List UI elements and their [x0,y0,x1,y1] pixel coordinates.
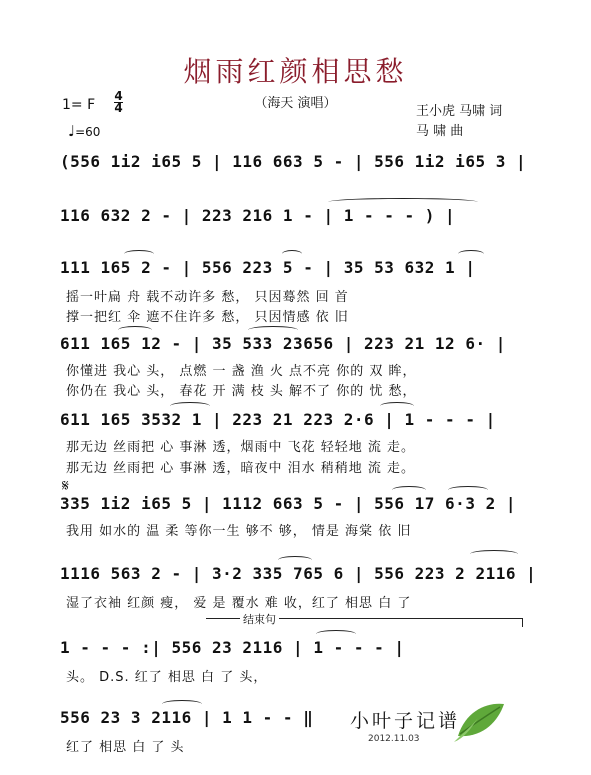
slur-mark [282,250,302,258]
score-system-3: 111 165 2 - | 556 223 5 - | 35 53 632 1 | [60,258,476,277]
time-signature: 4 4 [114,89,123,115]
tempo-marking: ♩=60 [68,122,101,140]
lyric-line: 摇一叶扁 舟 载不动许多 愁， 只因蓦然 回 首 [66,290,349,305]
slur-mark [392,486,426,494]
slur-mark [470,550,518,558]
lyric-line: 湿了衣袖 红颜 瘦， 爱 是 覆水 难 收，红了 相思 白 了 [66,596,412,611]
slur-mark [248,326,298,334]
lyric-line: 那无边 丝雨把 心 事淋 透，暗夜中 泪水 稍稍地 流 走。 [66,461,416,476]
score-system-2: 116 632 2 - | 223 216 1 - | 1 - - - ) | [60,206,456,225]
brand-signature: 小叶子记谱 [350,710,461,732]
lyric-line: 你懂进 我心 头， 点燃 一 盏 渔 火 点不亮 你的 双 眸， [66,364,417,379]
score-system-6: 335 1i2 i65 5 | 1112 663 5 - | 556 17 6·3 2 | [60,494,516,513]
green-leaf-icon [452,696,508,748]
slur-mark [448,486,488,494]
score-system-1: (556 1i2 i65 5 | 116 663 5 - | 556 1i2 i65 3 | [60,152,527,171]
slur-mark [278,556,312,564]
lyric-line: 你仍在 我心 头， 春花 开 满 枝 头 解不了 你的 忧 愁， [66,384,417,399]
slur-mark [458,250,484,258]
lyric-line: 我用 如水的 温 柔 等你一生 够不 够， 情是 海棠 依 旧 [66,524,412,539]
slur-mark [316,630,356,638]
lyric-line: 那无边 丝雨把 心 事淋 透，烟雨中 飞花 轻轻地 流 走。 [66,440,416,455]
score-system-7: 1116 563 2 - | 3·2 335 765 6 | 556 223 2 2116 | [60,564,537,583]
quarter-note-icon: ♩ [68,122,76,140]
ending-label: 结束句 [240,611,279,627]
lyricist-credit: 王小虎 马啸 词 [416,104,503,119]
slur-mark [162,700,202,708]
score-system-8: 1 - - - :| 556 23 2116 | 1 - - - | [60,638,405,657]
score-system-9: 556 23 3 2116 | 1 1 - - ‖ [60,708,314,727]
segno-icon: 𝄋 [62,476,69,495]
lyric-line: 撑一把红 伞 遮不住许多 愁， 只因情感 依 旧 [66,310,349,325]
slur-mark [124,250,154,258]
score-system-5: 611 165 3532 1 | 223 21 223 2·6 | 1 - - - | [60,410,496,429]
slur-mark [118,326,152,334]
tie-mark [328,198,478,206]
slur-mark [380,402,414,410]
song-title: 烟雨红颜相思愁 [183,55,408,88]
lyric-line: 头。 D.S. 红了 相思 白 了 头， [66,670,268,685]
date-stamp: 2012.11.03 [368,734,420,744]
lyric-line: 红了 相思 白 了 头 [66,740,185,755]
performer-subtitle: （海天 演唱） [254,96,337,111]
key-signature: 1= F [62,97,96,113]
score-system-4: 611 165 12 - | 35 533 23656 | 223 21 12 6· | [60,334,506,353]
slur-mark [170,402,210,410]
composer-credit: 马 啸 曲 [416,124,464,139]
